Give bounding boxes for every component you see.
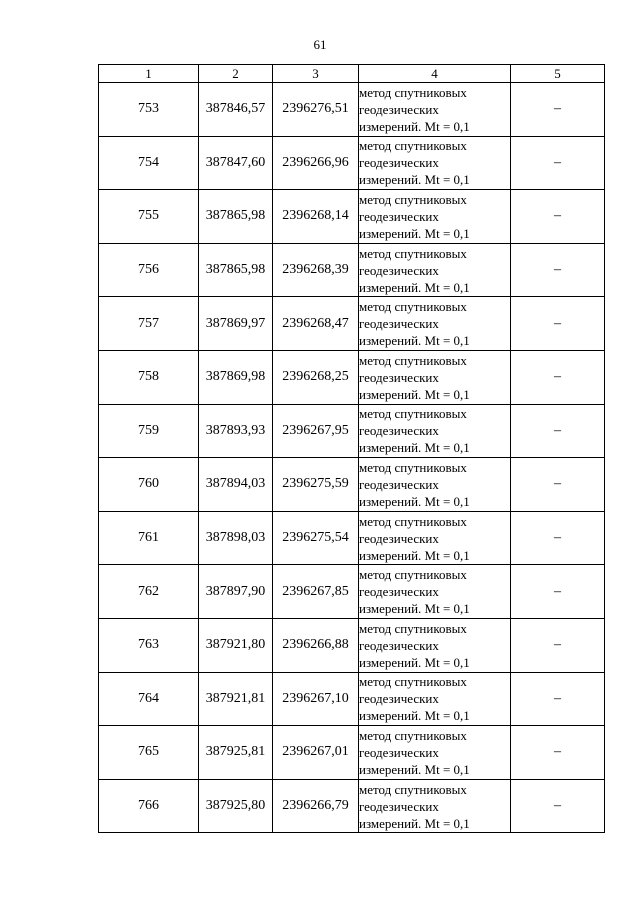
col5-cell: – bbox=[511, 726, 605, 780]
method-line: измерений. Mt = 0,1 bbox=[359, 440, 470, 456]
method-line: измерений. Mt = 0,1 bbox=[359, 493, 470, 509]
table-row bbox=[99, 350, 605, 404]
method-line: геодезических bbox=[359, 423, 439, 439]
method-line: метод спутниковых bbox=[359, 459, 467, 475]
method-line: измерений. Mt = 0,1 bbox=[359, 654, 470, 670]
y-coordinate-cell: 2396276,51 bbox=[273, 83, 359, 137]
x-coordinate-cell: 387869,98 bbox=[199, 350, 273, 404]
col5-cell: – bbox=[511, 618, 605, 672]
y-coordinate-cell: 2396268,39 bbox=[273, 243, 359, 297]
col5-cell: – bbox=[511, 565, 605, 619]
method-line: метод спутниковых bbox=[359, 567, 467, 583]
x-coordinate-cell: 387921,80 bbox=[199, 618, 273, 672]
method-line: метод спутниковых bbox=[359, 406, 467, 422]
table-row bbox=[99, 726, 605, 780]
col5-cell: – bbox=[511, 83, 605, 137]
method-cell bbox=[359, 243, 511, 297]
x-coordinate-cell: 387846,57 bbox=[199, 83, 273, 137]
method-line: метод спутниковых bbox=[359, 245, 467, 261]
method-line: измерений. Mt = 0,1 bbox=[359, 708, 470, 724]
method-line: измерений. Mt = 0,1 bbox=[359, 279, 470, 295]
table-row bbox=[99, 136, 605, 190]
method-line: геодезических bbox=[359, 155, 439, 171]
table-row bbox=[99, 83, 605, 137]
method-cell bbox=[359, 458, 511, 512]
method-cell bbox=[359, 404, 511, 458]
method-line: геодезических bbox=[359, 530, 439, 546]
point-number-cell: 753 bbox=[99, 83, 199, 137]
point-number-cell: 755 bbox=[99, 190, 199, 244]
header-col-1: 1 bbox=[99, 65, 199, 83]
method-line: измерений. Mt = 0,1 bbox=[359, 547, 470, 563]
method-line: метод спутниковых bbox=[359, 674, 467, 690]
table-row bbox=[99, 618, 605, 672]
y-coordinate-cell: 2396267,95 bbox=[273, 404, 359, 458]
col5-cell: – bbox=[511, 672, 605, 726]
y-coordinate-cell: 2396267,01 bbox=[273, 726, 359, 780]
x-coordinate-cell: 387925,81 bbox=[199, 726, 273, 780]
method-line: измерений. Mt = 0,1 bbox=[359, 225, 470, 241]
point-number-cell: 758 bbox=[99, 350, 199, 404]
method-cell bbox=[359, 350, 511, 404]
y-coordinate-cell: 2396268,14 bbox=[273, 190, 359, 244]
method-line: геодезических bbox=[359, 691, 439, 707]
y-coordinate-cell: 2396275,54 bbox=[273, 511, 359, 565]
y-coordinate-cell: 2396268,25 bbox=[273, 350, 359, 404]
table-row bbox=[99, 297, 605, 351]
col5-cell: – bbox=[511, 297, 605, 351]
point-number-cell: 761 bbox=[99, 511, 199, 565]
method-line: метод спутниковых bbox=[359, 191, 467, 207]
method-line: геодезических bbox=[359, 369, 439, 385]
point-number-cell: 764 bbox=[99, 672, 199, 726]
method-cell bbox=[359, 618, 511, 672]
col5-cell: – bbox=[511, 243, 605, 297]
x-coordinate-cell: 387894,03 bbox=[199, 458, 273, 512]
point-number-cell: 765 bbox=[99, 726, 199, 780]
point-number-cell: 754 bbox=[99, 136, 199, 190]
method-line: метод спутниковых bbox=[359, 352, 467, 368]
table-row bbox=[99, 511, 605, 565]
y-coordinate-cell: 2396268,47 bbox=[273, 297, 359, 351]
x-coordinate-cell: 387869,97 bbox=[199, 297, 273, 351]
table-row bbox=[99, 190, 605, 244]
y-coordinate-cell: 2396266,96 bbox=[273, 136, 359, 190]
point-number-cell: 759 bbox=[99, 404, 199, 458]
point-number-cell: 756 bbox=[99, 243, 199, 297]
point-number-cell: 766 bbox=[99, 779, 199, 833]
x-coordinate-cell: 387898,03 bbox=[199, 511, 273, 565]
point-number-cell: 763 bbox=[99, 618, 199, 672]
y-coordinate-cell: 2396275,59 bbox=[273, 458, 359, 512]
method-line: геодезических bbox=[359, 476, 439, 492]
method-cell bbox=[359, 565, 511, 619]
method-line: метод спутниковых bbox=[359, 727, 467, 743]
col5-cell: – bbox=[511, 458, 605, 512]
header-row bbox=[99, 65, 605, 83]
point-number-cell: 757 bbox=[99, 297, 199, 351]
method-cell bbox=[359, 726, 511, 780]
table-row bbox=[99, 565, 605, 619]
col5-cell: – bbox=[511, 511, 605, 565]
method-line: измерений. Mt = 0,1 bbox=[359, 386, 470, 402]
method-line: измерений. Mt = 0,1 bbox=[359, 601, 470, 617]
header-col-3: 3 bbox=[273, 65, 359, 83]
x-coordinate-cell: 387893,93 bbox=[199, 404, 273, 458]
table-row bbox=[99, 404, 605, 458]
method-cell bbox=[359, 136, 511, 190]
method-cell bbox=[359, 511, 511, 565]
method-line: измерений. Mt = 0,1 bbox=[359, 118, 470, 134]
y-coordinate-cell: 2396266,88 bbox=[273, 618, 359, 672]
y-coordinate-cell: 2396266,79 bbox=[273, 779, 359, 833]
method-line: геодезических bbox=[359, 316, 439, 332]
method-line: геодезических bbox=[359, 744, 439, 760]
y-coordinate-cell: 2396267,10 bbox=[273, 672, 359, 726]
col5-cell: – bbox=[511, 779, 605, 833]
header-col-4: 4 bbox=[359, 65, 511, 83]
table-row bbox=[99, 243, 605, 297]
method-line: измерений. Mt = 0,1 bbox=[359, 333, 470, 349]
method-line: метод спутниковых bbox=[359, 620, 467, 636]
method-cell bbox=[359, 779, 511, 833]
point-number-cell: 760 bbox=[99, 458, 199, 512]
x-coordinate-cell: 387847,60 bbox=[199, 136, 273, 190]
table-row bbox=[99, 779, 605, 833]
method-cell bbox=[359, 672, 511, 726]
x-coordinate-cell: 387921,81 bbox=[199, 672, 273, 726]
y-coordinate-cell: 2396267,85 bbox=[273, 565, 359, 619]
method-line: измерений. Mt = 0,1 bbox=[359, 761, 470, 777]
method-line: метод спутниковых bbox=[359, 138, 467, 154]
x-coordinate-cell: 387897,90 bbox=[199, 565, 273, 619]
x-coordinate-cell: 387925,80 bbox=[199, 779, 273, 833]
method-line: геодезических bbox=[359, 208, 439, 224]
table-row bbox=[99, 458, 605, 512]
method-cell bbox=[359, 83, 511, 137]
col5-cell: – bbox=[511, 404, 605, 458]
table-row bbox=[99, 672, 605, 726]
method-line: метод спутниковых bbox=[359, 781, 467, 797]
method-cell bbox=[359, 190, 511, 244]
method-line: измерений. Mt = 0,1 bbox=[359, 172, 470, 188]
point-number-cell: 762 bbox=[99, 565, 199, 619]
method-line: геодезических bbox=[359, 101, 439, 117]
method-line: метод спутниковых bbox=[359, 299, 467, 315]
method-line: геодезических bbox=[359, 262, 439, 278]
method-line: метод спутниковых bbox=[359, 84, 467, 100]
x-coordinate-cell: 387865,98 bbox=[199, 243, 273, 297]
x-coordinate-cell: 387865,98 bbox=[199, 190, 273, 244]
method-line: геодезических bbox=[359, 798, 439, 814]
col5-cell: – bbox=[511, 190, 605, 244]
method-cell bbox=[359, 297, 511, 351]
col5-cell: – bbox=[511, 136, 605, 190]
col5-cell: – bbox=[511, 350, 605, 404]
header-col-5: 5 bbox=[511, 65, 605, 83]
page-number: 61 bbox=[313, 37, 327, 52]
method-line: геодезических bbox=[359, 637, 439, 653]
coordinates-table bbox=[98, 64, 605, 833]
method-line: измерений. Mt = 0,1 bbox=[359, 815, 470, 831]
method-line: метод спутниковых bbox=[359, 513, 467, 529]
header-col-2: 2 bbox=[199, 65, 273, 83]
method-line: геодезических bbox=[359, 584, 439, 600]
